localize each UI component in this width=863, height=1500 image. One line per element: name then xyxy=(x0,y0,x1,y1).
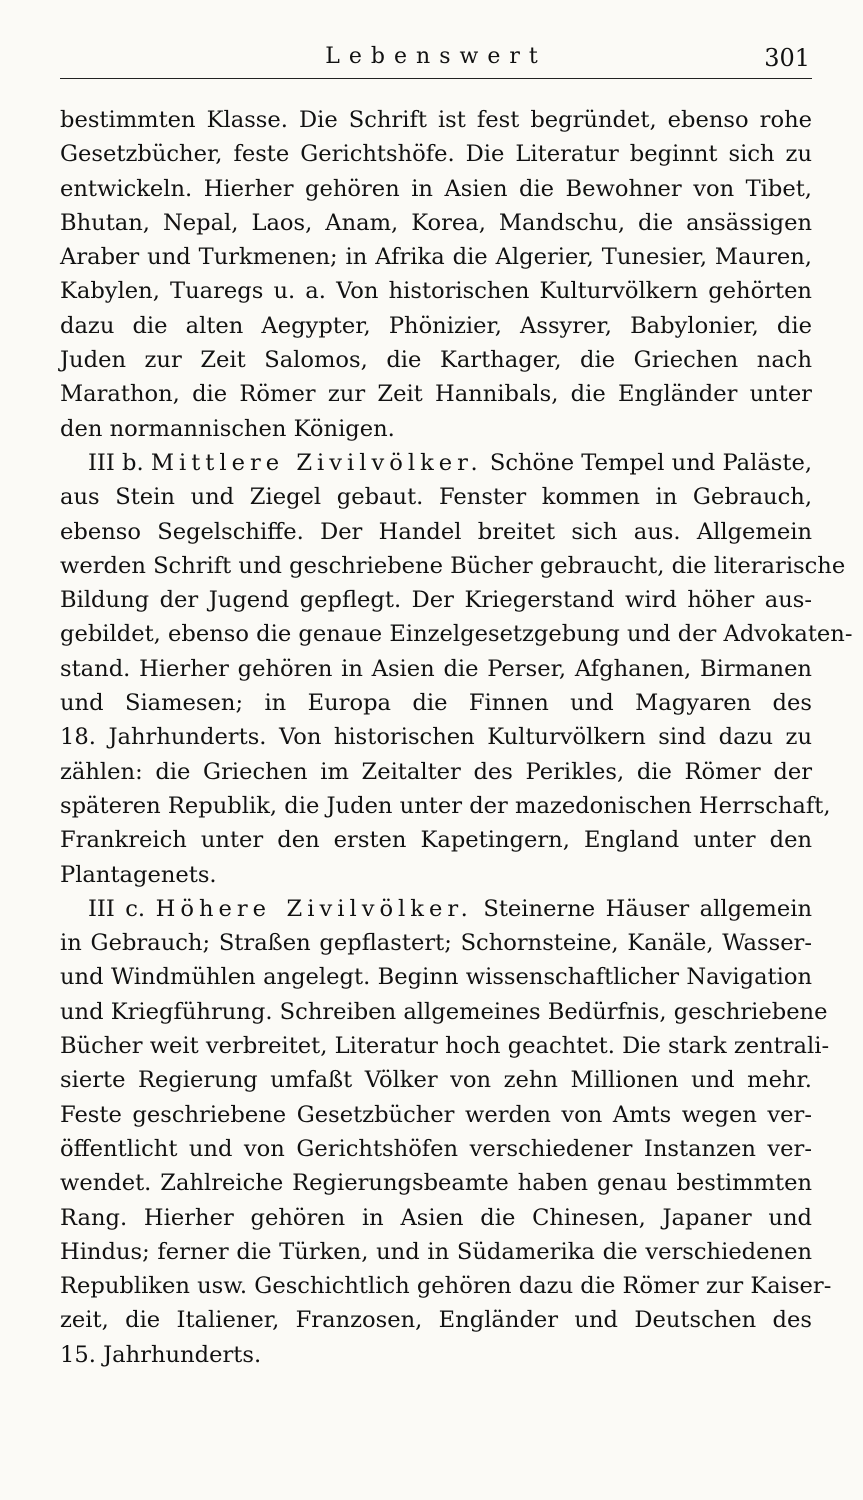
text-line: Kabylen, Tuaregs u. a. Von historischen Kulturvölkern gehörten xyxy=(60,278,812,305)
text-line: Araber und Turkmenen; in Afrika die Algerier, Tunesier, Mauren, xyxy=(60,244,812,271)
section-label: III b. xyxy=(88,449,144,476)
page-body xyxy=(60,103,853,1372)
page-header xyxy=(60,42,812,79)
text-line: entwickeln. Hierher gehören in Asien die Bewohner von Tibet, xyxy=(60,175,812,202)
text-line: Frankreich unter den ersten Kapetingern, England unter den xyxy=(60,827,812,854)
paragraph-iiic xyxy=(60,892,832,1372)
text-line: werden Schrift und geschriebene Bücher gebraucht, die literarische xyxy=(60,552,846,579)
text-line: bestimmten Klasse. Die Schrift ist fest begründet, ebenso rohe xyxy=(60,107,812,133)
text-line: stand. Hierher gehören in Asien die Perser, Afghanen, Birmanen xyxy=(60,655,812,682)
text-line: 18. Jahrhunderts. Von historischen Kulturvölkern sind dazu zu xyxy=(60,724,812,751)
text-line: und Windmühlen angelegt. Beginn wissenschaftlicher Navigation xyxy=(60,964,812,991)
text-line: und Siamesen; in Europa die Finnen und Magyaren des xyxy=(60,690,812,717)
paragraph-iiib xyxy=(60,446,853,892)
text-line xyxy=(60,446,812,480)
text-line: Plantagenets. xyxy=(60,861,217,888)
text-line: Feste geschriebene Gesetzbücher werden von Amts wegen ver- xyxy=(60,1101,812,1128)
page-number: 301 xyxy=(764,44,810,72)
text-line: wendet. Zahlreiche Regierungsbeamte haben genau bestimmten xyxy=(60,1170,812,1197)
section-label: III c. xyxy=(88,895,146,922)
text-line: dazu die alten Aegypter, Phönizier, Assyrer, Babylonier, die xyxy=(60,312,812,339)
text-line xyxy=(60,892,812,926)
text-line: und Kriegführung. Schreiben allgemeines Bedürfnis, geschriebene xyxy=(60,998,828,1025)
text-fragment: Schöne Tempel und Paläste, xyxy=(489,449,813,476)
text-line: den normannischen Königen. xyxy=(60,415,395,442)
text-line: Hindus; ferner die Türken, und in Südamerika die verschiedenen xyxy=(60,1238,812,1265)
text-line: Marathon, die Römer zur Zeit Hannibals, die Engländer unter xyxy=(60,381,812,408)
text-line: zählen: die Griechen im Zeitalter des Perikles, die Römer der xyxy=(60,758,812,785)
text-line: sierte Regierung umfaßt Völker von zehn Millionen und mehr. xyxy=(60,1067,812,1094)
text-line: gebildet, ebenso die genaue Einzelgesetzgebung und der Advokaten- xyxy=(60,621,853,648)
paragraph-continuation xyxy=(60,103,812,446)
text-line: ebenso Segelschiffe. Der Handel breitet sich aus. Allgemein xyxy=(60,518,812,545)
text-line: Juden zur Zeit Salomos, die Karthager, die Griechen nach xyxy=(60,347,812,374)
text-line: Rang. Hierher gehören in Asien die Chinesen, Japaner und xyxy=(60,1204,812,1231)
text-line: 15. Jahrhunderts. xyxy=(60,1341,262,1368)
text-line: Bildung der Jugend gepflegt. Der Kriegerstand wird höher aus- xyxy=(60,587,812,614)
text-line: Gesetzbücher, feste Gerichtshöfe. Die Literatur beginnt sich zu xyxy=(60,141,812,168)
section-heading: Mittlere Zivilvölker. xyxy=(150,449,483,476)
text-line: öffentlicht und von Gerichtshöfen verschiedener Instanzen ver- xyxy=(60,1135,812,1162)
text-line: Bücher weit verbreitet, Literatur hoch geachtet. Die stark zentrali- xyxy=(60,1033,830,1060)
text-line: in Gebrauch; Straßen gepflastert; Schornsteine, Kanäle, Wasser- xyxy=(60,930,812,957)
running-head: Lebenswert xyxy=(325,44,547,69)
text-line: späteren Republik, die Juden unter der mazedonischen Herrschaft, xyxy=(60,792,831,819)
text-fragment: Steinerne Häuser allgemein xyxy=(483,895,812,922)
text-line: Bhutan, Nepal, Laos, Anam, Korea, Mandschu, die ansässigen xyxy=(60,209,812,236)
text-line: aus Stein und Ziegel gebaut. Fenster kommen in Gebrauch, xyxy=(60,484,812,511)
text-line: zeit, die Italiener, Franzosen, Engländer und Deutschen des xyxy=(60,1307,812,1334)
section-heading: Höhere Zivilvölker. xyxy=(155,895,473,922)
text-line: Republiken usw. Geschichtlich gehören dazu die Römer zur Kaiser- xyxy=(60,1273,832,1300)
